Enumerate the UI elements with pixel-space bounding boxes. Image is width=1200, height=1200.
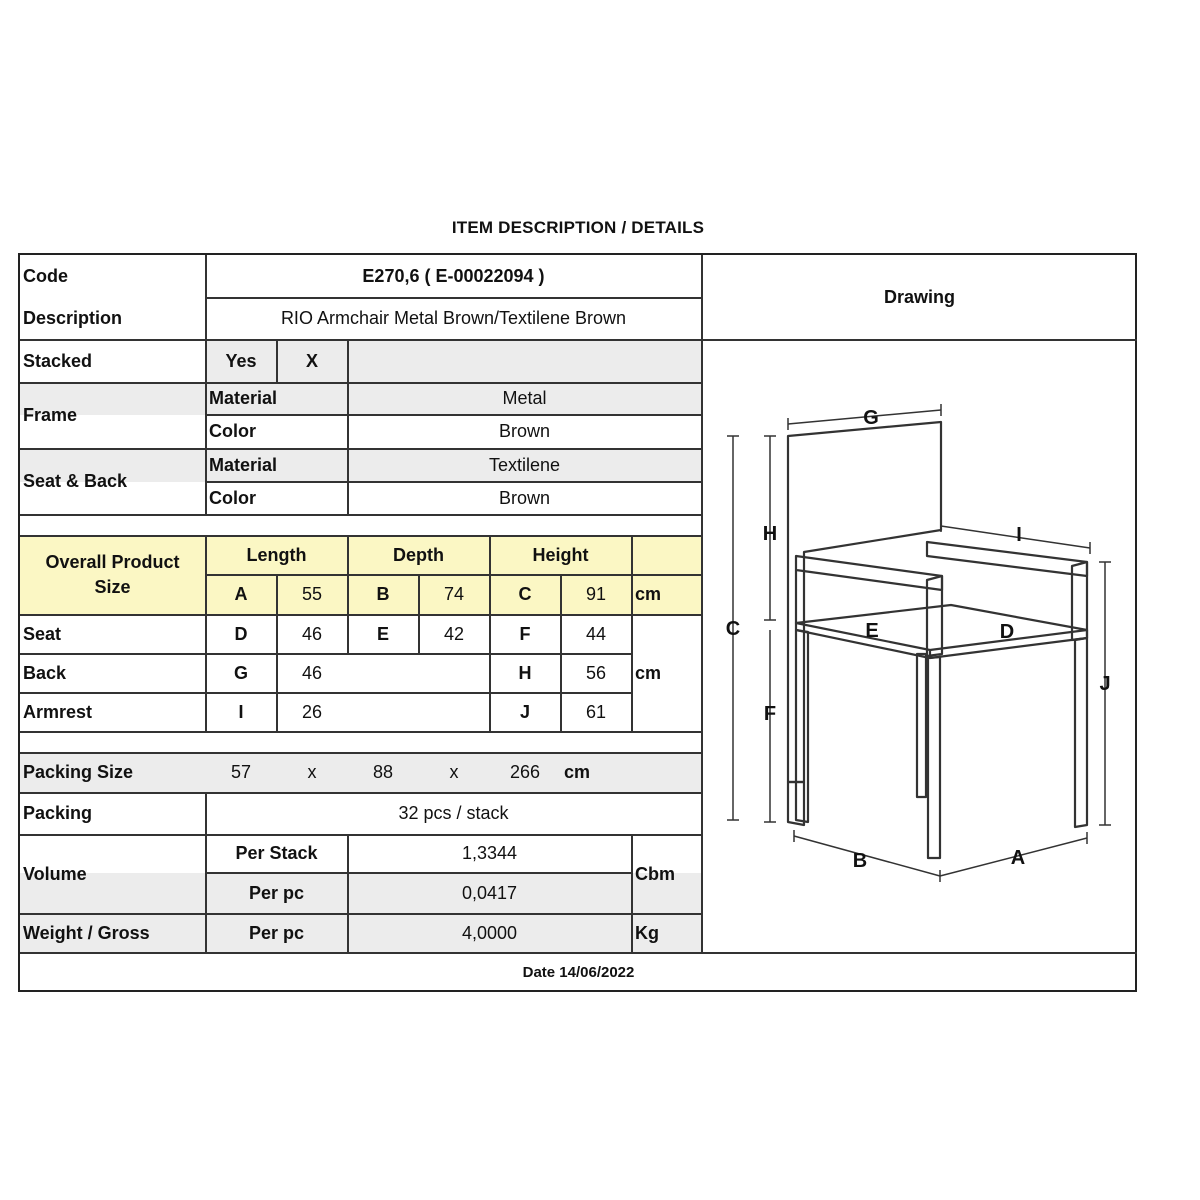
dim-i-label: I bbox=[238, 701, 244, 722]
chair-front-leg bbox=[928, 657, 940, 858]
volume-label: Volume bbox=[23, 863, 87, 884]
dim-g-label: G bbox=[233, 662, 248, 683]
dim-e-label: E bbox=[376, 623, 389, 644]
packing-length: 57 bbox=[230, 762, 252, 782]
seat-back-color-label: Color bbox=[209, 487, 256, 508]
volume-per-stack-value: 1,3344 bbox=[461, 843, 518, 863]
depth-header: Depth bbox=[393, 544, 444, 565]
dim-d-value: 46 bbox=[301, 623, 323, 644]
volume-per-stack-label: Per Stack bbox=[235, 843, 318, 863]
seat-back-color-value: Brown bbox=[498, 487, 551, 508]
dim-j-label: J bbox=[519, 701, 530, 722]
frame-material-value: Metal bbox=[502, 388, 547, 408]
dim-h-value: 56 bbox=[585, 662, 607, 683]
weight-label: Weight / Gross bbox=[23, 922, 150, 943]
packing-x2: x bbox=[449, 762, 459, 782]
drawing-label-c: C bbox=[725, 618, 741, 640]
dim-h-label: H bbox=[518, 662, 532, 683]
drawing-label-d: D bbox=[999, 621, 1015, 643]
drawing-label-b: B bbox=[852, 850, 868, 872]
chair-armrest bbox=[796, 556, 942, 590]
weight-per-pc-label: Per pc bbox=[248, 922, 305, 943]
packing-value: 32 pcs / stack bbox=[398, 803, 509, 823]
overall-unit: cm bbox=[635, 584, 662, 604]
packing-unit: cm bbox=[564, 762, 591, 782]
grid-line bbox=[20, 731, 701, 733]
packing-height: 266 bbox=[509, 762, 541, 782]
dim-i-value: 26 bbox=[301, 701, 323, 722]
seat-back-label: Seat & Back bbox=[23, 471, 128, 491]
dim-c-label: C bbox=[518, 584, 532, 604]
dim-b-label: B bbox=[376, 584, 390, 604]
grid-line bbox=[20, 514, 701, 516]
volume-unit: Cbm bbox=[635, 863, 675, 884]
height-header: Height bbox=[532, 544, 589, 565]
dim-c-value: 91 bbox=[585, 584, 607, 604]
seat-back-material-label: Material bbox=[209, 454, 278, 475]
length-header: Length bbox=[246, 544, 307, 565]
drawing-label-i: I bbox=[1016, 524, 1022, 546]
chair-front-leg bbox=[1075, 638, 1087, 827]
drawing-label-j: J bbox=[1099, 673, 1111, 695]
code-label: Code bbox=[23, 265, 68, 286]
stacked-label: Stacked bbox=[23, 350, 93, 371]
armrest-label: Armrest bbox=[23, 701, 93, 722]
drawing-header: Drawing bbox=[883, 286, 955, 307]
drawing-label-f: F bbox=[763, 703, 777, 725]
drawing-label-h: H bbox=[762, 523, 778, 545]
dim-b-value: 74 bbox=[443, 584, 465, 604]
weight-value: 4,0000 bbox=[461, 922, 518, 943]
dim-f-label: F bbox=[519, 623, 531, 644]
packing-width: 88 bbox=[372, 762, 394, 782]
drawing-label-e: E bbox=[865, 620, 879, 642]
date-footer: Date 14/06/2022 bbox=[522, 964, 635, 981]
chair-armrest bbox=[927, 542, 1087, 576]
code-value: E270,6 ( E-00022094 ) bbox=[362, 265, 545, 286]
volume-per-pc-value: 0,0417 bbox=[461, 882, 518, 903]
seat-back-material-value: Textilene bbox=[488, 454, 561, 475]
weight-unit: Kg bbox=[635, 922, 659, 943]
back-label: Back bbox=[23, 662, 67, 683]
stacked-mark: X bbox=[305, 350, 318, 371]
dim-f-value: 44 bbox=[585, 623, 607, 644]
frame-material-label: Material bbox=[209, 388, 278, 408]
packing-size-label: Packing Size bbox=[23, 762, 134, 782]
dim-j-value: 61 bbox=[585, 701, 607, 722]
packing-x1: x bbox=[307, 762, 317, 782]
dim-d-label: D bbox=[234, 623, 248, 644]
dim-a-value: 55 bbox=[301, 584, 323, 604]
dim-e-value: 42 bbox=[443, 623, 465, 644]
drawing-label-g: G bbox=[863, 407, 879, 429]
detail-unit: cm bbox=[635, 662, 662, 683]
description-label: Description bbox=[23, 308, 123, 328]
stacked-yes: Yes bbox=[225, 350, 257, 371]
drawing-label-a: A bbox=[1010, 847, 1026, 869]
chair-drawing bbox=[700, 340, 1137, 953]
frame-color-label: Color bbox=[209, 421, 256, 441]
description-value: RIO Armchair Metal Brown/Textilene Brown bbox=[280, 308, 627, 328]
packing-label: Packing bbox=[23, 803, 93, 823]
overall-size-label: Overall Product Size bbox=[45, 552, 180, 597]
frame-label: Frame bbox=[23, 405, 78, 425]
chair-front-leg bbox=[796, 630, 808, 822]
volume-per-pc-label: Per pc bbox=[248, 882, 305, 903]
seat-label: Seat bbox=[23, 623, 62, 644]
chair-back-leg bbox=[917, 654, 926, 797]
dim-g-value: 46 bbox=[301, 662, 323, 683]
dim-a-label: A bbox=[234, 584, 248, 604]
page-title: ITEM DESCRIPTION / DETAILS bbox=[451, 218, 705, 237]
frame-color-value: Brown bbox=[498, 421, 551, 441]
